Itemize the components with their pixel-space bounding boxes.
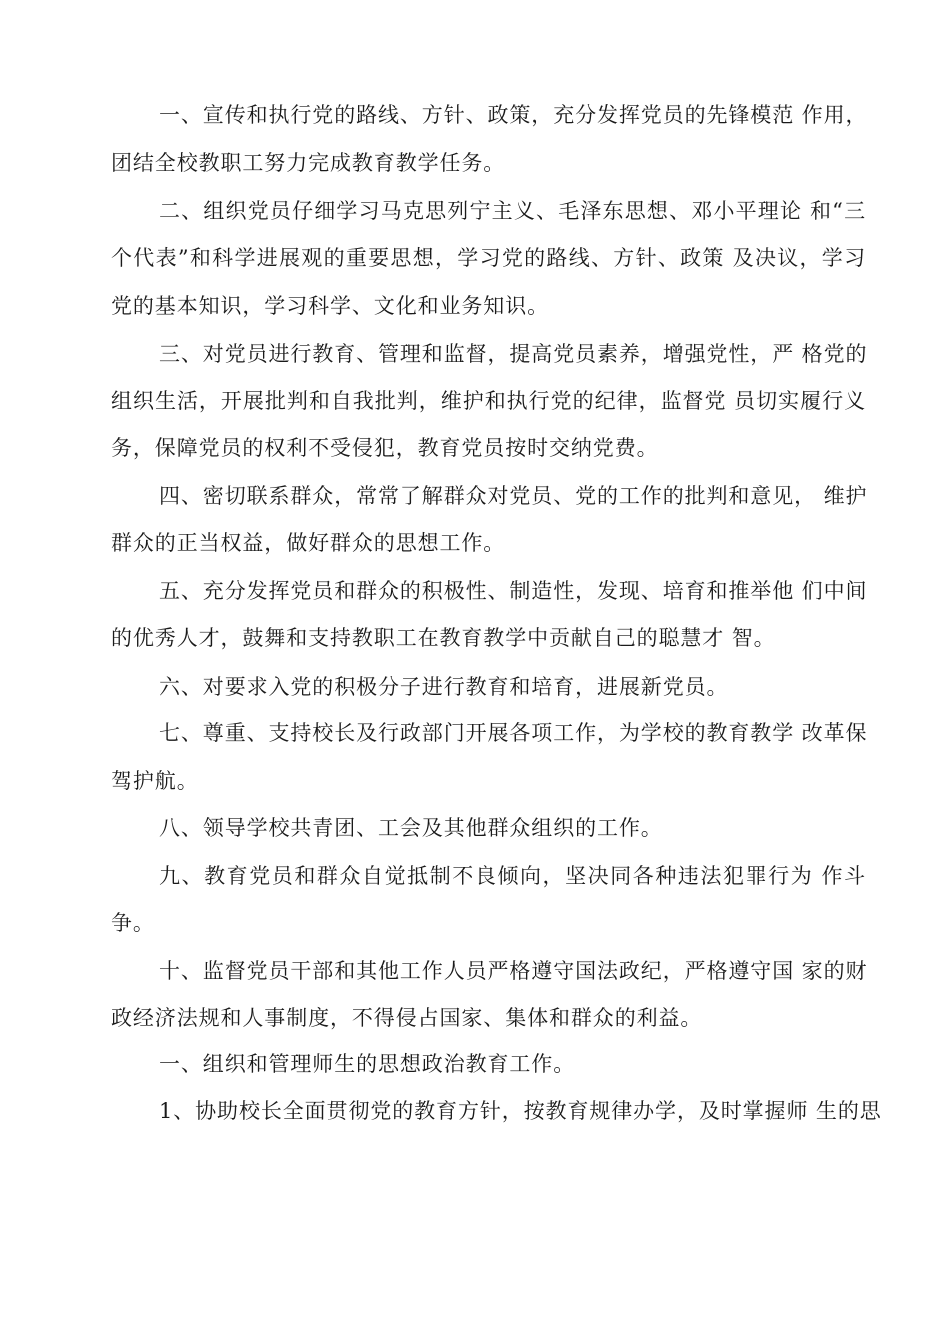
paragraph-3-line-1: 三、对党员进行教育、管理和监督，提高党员素养，增强党性，严 格党的 (159, 342, 868, 366)
paragraph-4-line-1: 四、密切联系群众，常常了解群众对党员、党的工作的批判和意见， 维护 (159, 484, 868, 508)
item-1-line-1: 1、协助校长全面贯彻党的教育方针，按教育规律办学，及时掌握师 生的思 (159, 1099, 882, 1123)
paragraph-7-line-1: 七、尊重、支持校长及行政部门开展各项工作，为学校的教育教学 改革保 (159, 721, 868, 745)
paragraph-6: 六、对要求入党的积极分子进行教育和培育，进展新党员。 (159, 675, 729, 699)
section-heading: 一、组织和管理师生的思想政治教育工作。 (159, 1052, 576, 1076)
paragraph-10-line-2: 政经济法规和人事制度，不得侵占国家、集体和群众的利益。 (111, 1006, 703, 1030)
paragraph-5-line-1: 五、充分发挥党员和群众的积极性、制造性，发现、培育和推举他 们中间 (159, 579, 868, 603)
paragraph-5-line-2: 的优秀人才，鼓舞和支持教职工在教育教学中贡献自己的聪慧才 智。 (111, 626, 776, 650)
paragraph-3-line-2: 组织生活，开展批判和自我批判，维护和执行党的纪律，监督党 员切实履行义 (111, 389, 866, 413)
paragraph-4-line-2: 群众的正当权益，做好群众的思想工作。 (111, 531, 506, 555)
paragraph-9-line-2: 争。 (111, 911, 155, 935)
paragraph-2-line-3: 党的基本知识，学习科学、文化和业务知识。 (111, 294, 549, 318)
paragraph-2-line-1: 二、组织党员仔细学习马克思列宁主义、毛泽东思想、邓小平理论 和“三 (159, 199, 866, 223)
paragraph-10-line-1: 十、监督党员干部和其他工作人员严格遵守国法政纪，严格遵守国 家的财 (159, 959, 868, 983)
paragraph-9-line-1: 九、教育党员和群众自觉抵制不良倾向，坚决同各种违法犯罪行为 作斗 (159, 864, 866, 888)
paragraph-1-line-1: 一、宣传和执行党的路线、方针、政策，充分发挥党员的先锋模范 作用， (159, 103, 868, 127)
paragraph-8: 八、领导学校共青团、工会及其他群众组织的工作。 (159, 816, 663, 840)
paragraph-1-line-2: 团结全校教职工努力完成教育教学任务。 (111, 151, 506, 175)
paragraph-2-line-2: 个代表”和科学进展观的重要思想，学习党的路线、方针、政策 及决议，学习 (111, 246, 866, 270)
paragraph-7-line-2: 驾护航。 (111, 769, 199, 793)
paragraph-3-line-3: 务，保障党员的权利不受侵犯，教育党员按时交纳党费。 (111, 436, 659, 460)
